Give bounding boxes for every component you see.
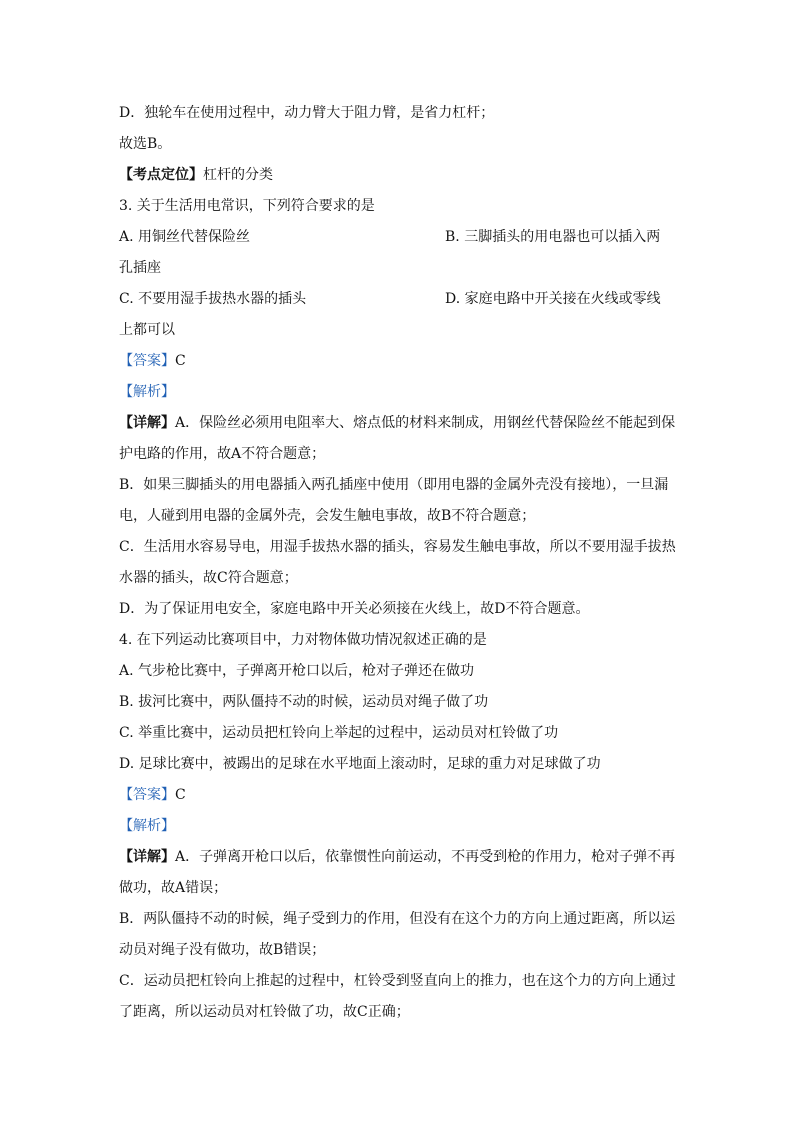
q4-stem: 4. 在下列运动比赛项目中，力对物体做功情况叙述正确的是 [119, 632, 487, 648]
q3-detail-line-3: 电，人碰到用电器的金属外壳，会发生触电事故，故B不符合题意； [119, 508, 536, 524]
q4-analysis-label: 【解析】 [119, 818, 175, 834]
q3-answer-label: 【答案】 [119, 353, 175, 369]
kaodian-line [119, 165, 273, 185]
q4-answer-line [119, 785, 186, 805]
q3-detail-text-0: A．保险丝必须用电阻率大、熔点低的材料来制成，用钢丝代替保险丝不能起到保 [175, 415, 676, 431]
q4-detail-line-2: B．两队僵持不动的时候，绳子受到力的作用，但没有在这个力的方向上通过距离，所以运 [119, 911, 676, 927]
q3-detail-line-5: 水器的插头，故C符合题意； [119, 570, 298, 586]
kaodian-label: 【考点定位】 [119, 167, 203, 183]
q4-option-a: A. 气步枪比赛中，子弹离开枪口以后，枪对子弹还在做功 [119, 663, 475, 679]
q3-detail-line-4: C．生活用水容易导电，用湿手拔热水器的插头，容易发生触电事故，所以不要用湿手拔热 [119, 539, 676, 555]
prev-option-d: D．独轮车在使用过程中，动力臂大于阻力臂，是省力杠杆； [119, 105, 495, 121]
prev-conclusion: 故选B。 [119, 136, 172, 152]
q3-option-b: B. 三脚插头的用电器也可以插入两 [445, 229, 661, 245]
q4-detail-text-0: A．子弹离开枪口以后，依靠惯性向前运动，不再受到枪的作用力，枪对子弹不再 [175, 849, 676, 865]
q3-detail-line-0 [119, 413, 675, 433]
q3-analysis-label: 【解析】 [119, 384, 175, 400]
q3-answer-value: C [175, 353, 186, 369]
q4-option-d: D. 足球比赛中，被踢出的足球在水平地面上滚动时，足球的重力对足球做了功 [119, 756, 601, 772]
q3-option-d: D. 家庭电路中开关接在火线或零线 [445, 291, 661, 307]
q3-option-d-cont: 上都可以 [119, 322, 175, 338]
q4-detail-line-1: 做功，故A错误； [119, 880, 228, 896]
q4-detail-line-0 [119, 847, 675, 867]
q4-detail-line-4: C．运动员把杠铃向上推起的过程中，杠铃受到竖直向上的推力，也在这个力的方向上通过 [119, 973, 676, 989]
q3-detail-line-6: D．为了保证用电安全，家庭电路中开关必须接在火线上，故D不符合题意。 [119, 601, 590, 617]
q3-answer-line [119, 351, 186, 371]
q4-detail-line-5: 了距离，所以运动员对杠铃做了功，故C正确； [119, 1004, 410, 1020]
q4-option-b: B. 拔河比赛中，两队僵持不动的时候，运动员对绳子做了功 [119, 694, 489, 710]
q4-detail-label: 【详解】 [119, 849, 175, 865]
q3-stem: 3. 关于生活用电常识，下列符合要求的是 [119, 198, 375, 214]
q3-detail-label: 【详解】 [119, 415, 175, 431]
kaodian-text: 杠杆的分类 [203, 167, 273, 183]
q3-option-a: A. 用铜丝代替保险丝 [119, 229, 251, 245]
q3-detail-line-1: 护电路的作用，故A不符合题意； [119, 446, 326, 462]
q3-option-c: C. 不要用湿手拔热水器的插头 [119, 291, 307, 307]
q4-detail-line-3: 动员对绳子没有做功，故B错误； [119, 942, 326, 958]
q3-option-b-cont: 孔插座 [119, 260, 161, 276]
q4-option-c: C. 举重比赛中，运动员把杠铃向上举起的过程中，运动员对杠铃做了功 [119, 725, 559, 741]
q4-answer-value: C [175, 787, 186, 803]
q4-answer-label: 【答案】 [119, 787, 175, 803]
q3-detail-line-2: B．如果三脚插头的用电器插入两孔插座中使用（即用电器的金属外壳没有接地），一旦漏 [119, 477, 669, 493]
